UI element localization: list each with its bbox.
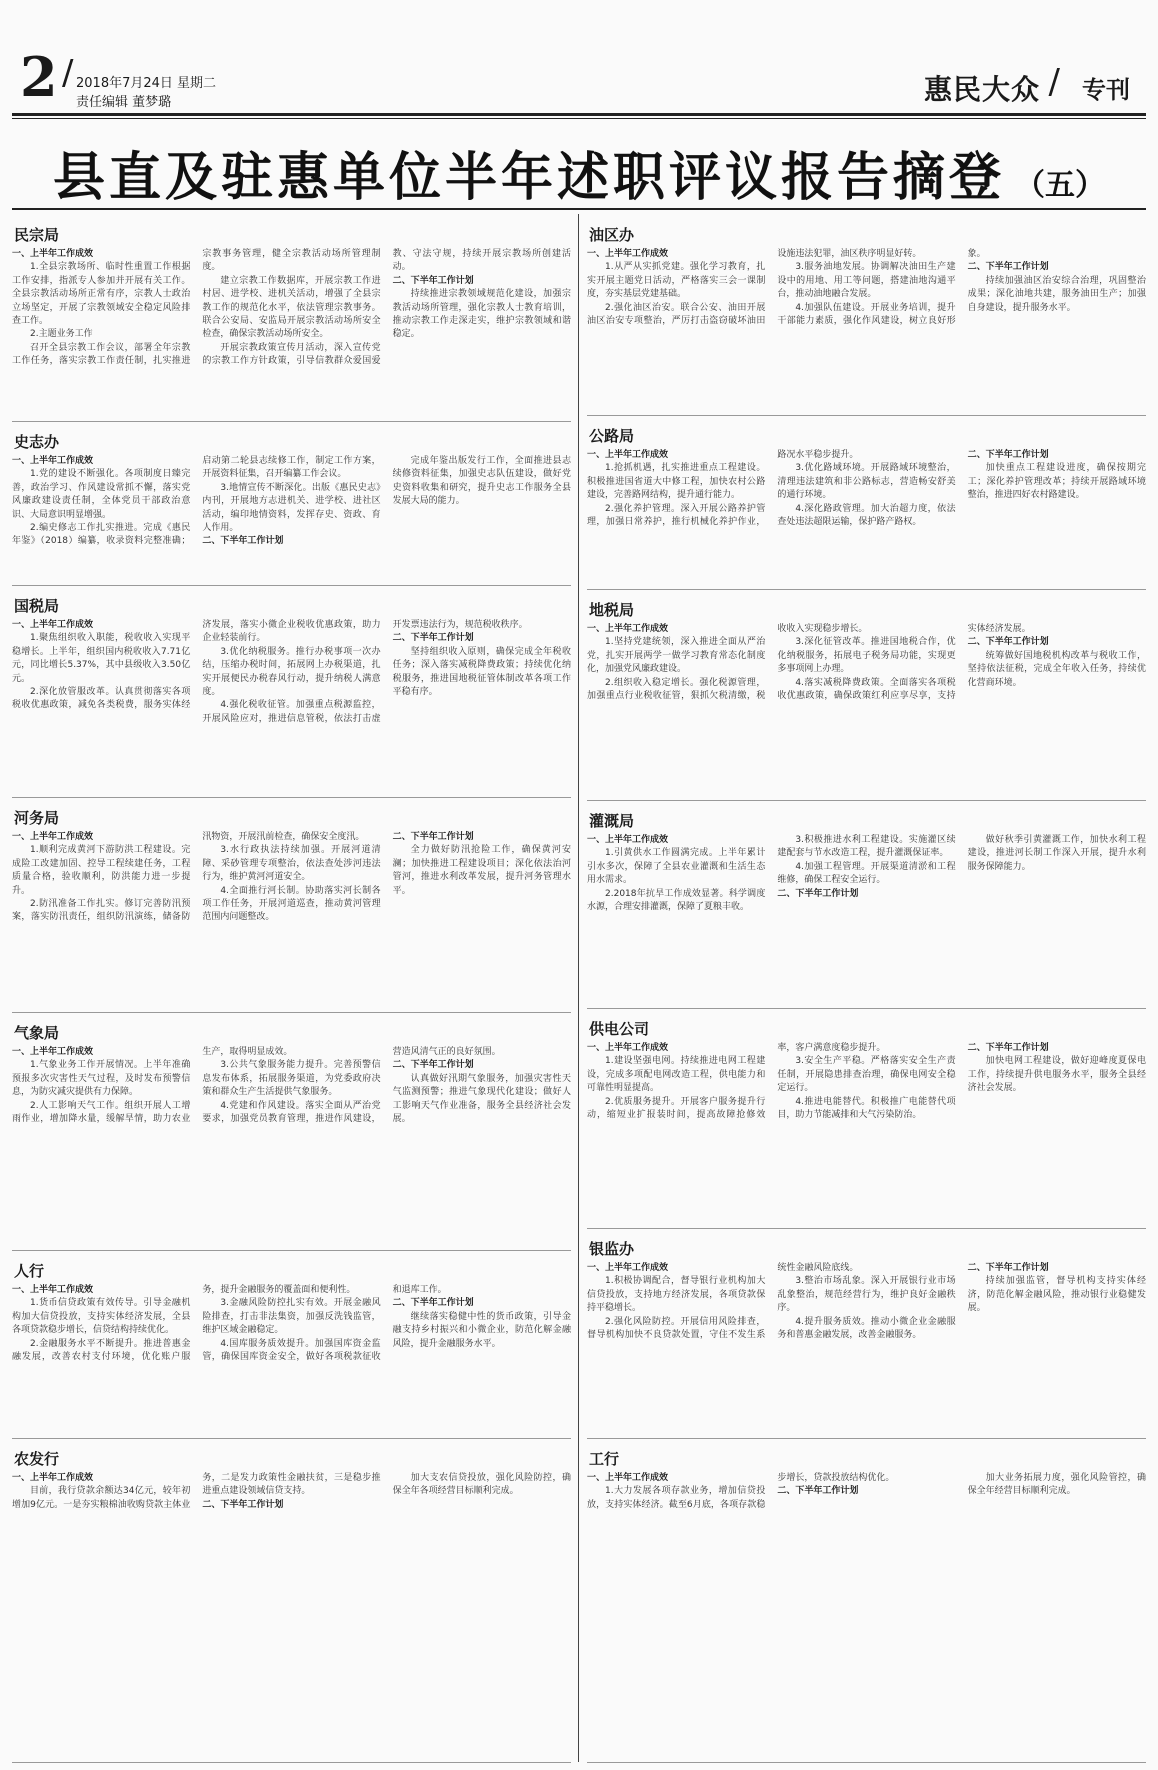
- right-half: [587, 214, 1146, 1762]
- paragraph: 3.整治市场乱象。深入开展银行业市场乱象整治，规范经营行为，维护良好金融秩序。: [777, 1276, 956, 1314]
- paragraph: 一、上半年工作成效: [12, 249, 94, 259]
- paragraph: 一、上半年工作成效: [12, 620, 94, 630]
- paragraph: 4.提升服务质效。推动小微企业金融服务和普惠金融发展，改善金融服务。: [777, 1316, 956, 1341]
- paragraph: 4.党建和作风建设。落实全面从严治党要求，加强党员教育管理，推进作风建设，营造风清气正的良好氛围。: [202, 1047, 501, 1125]
- section-body: [587, 449, 1146, 581]
- paragraph: 认真做好汛期气象服务，加强灾害性天气监测预警；推进气象现代化建设；做好人工影响天气作业准备，服务全县经济社会发展。: [392, 1073, 571, 1125]
- paragraph: 做好秋季引黄灌溉工作，加快水利工程建设，推进河长制工作深入开展，提升水利服务保障能力。: [967, 835, 1146, 872]
- section-title: 史志办: [14, 433, 60, 451]
- paragraph: 1.抢抓机遇，扎实推进重点工程建设。积极推进国省道大中修工程，加快农村公路建设，完善路网结构，提升通行能力。: [587, 463, 766, 501]
- paragraph: 一、上半年工作成效: [587, 835, 669, 845]
- paragraph: 3.服务油地发展。协调解决油田生产建设中的用地、用工等问题，搭建油地沟通平台，推动油地融合发展。: [777, 262, 956, 300]
- paragraph: 继续落实稳健中性的货币政策，引导金融支持乡村振兴和小微企业，防范化解金融风险，提升金融服务水平。: [392, 1311, 571, 1349]
- report-section: [12, 1438, 571, 1763]
- paragraph: 3.地情宣传不断深化。出版《惠民史志》内刊，开展地方志进机关、进学校、进社区活动，编印地情资料，发挥存史、资政、育人作用。: [202, 482, 381, 534]
- left-half: [12, 214, 571, 1762]
- editor-credit: 责任编辑 董梦璐: [76, 95, 172, 110]
- paragraph: 1.大力发展各项存款业务，增加信贷投放，支持实体经济。截至6月底，各项存款稳步增长，贷款投放结构优化。: [587, 1473, 895, 1510]
- section-title: 地税局: [589, 601, 635, 619]
- paragraph: 2.强化油区治安。联合公安、油田开展油区治安专项整治，严厉打击盗窃破坏油田设施违法犯罪，油区秩序明显好转。: [587, 249, 922, 327]
- section-body: [12, 1284, 571, 1430]
- paragraph: 1.积极协调配合，督导银行业机构加大信贷投放，支持地方经济发展，各项贷款保持平稳增长。: [587, 1276, 766, 1314]
- paragraph: 2.优质服务提升。开展客户服务提升行动，缩短业扩报装时间，提高故障抢修效率，客户满意度稳步提升。: [587, 1043, 886, 1121]
- paragraph: 开展宗教政策宣传月活动，深入宣传党的宗教工作方针政策，引导信教群众爱国爱教、守法守规，持续开展宗教场所创建活动。: [202, 249, 571, 367]
- report-section: [587, 589, 1146, 801]
- report-section: [587, 1008, 1146, 1229]
- article-area: [12, 214, 1146, 1762]
- paragraph: 1.建设坚强电网。持续推进电网工程建设，完成多项配电网改造工程，供电能力和可靠性明显提高。: [587, 1056, 766, 1094]
- headline-title: 县直及驻惠单位半年述职评议报告摘登: [52, 147, 1005, 208]
- paragraph: 一、上半年工作成效: [587, 624, 669, 634]
- issue-date: 2018年7月24日 星期二: [76, 76, 217, 91]
- report-section: [587, 214, 1146, 416]
- section-body: [12, 1472, 571, 1754]
- paragraph: 加大支农信贷投放，强化风险防控，确保全年各项经营目标顺利完成。: [392, 1473, 571, 1497]
- paragraph: 统筹做好国地税机构改革与税收工作，坚持依法征税，完成全年收入任务，持续优化营商环境。: [967, 650, 1146, 688]
- paragraph: 4.落实减税降费政策。全面落实各项税收优惠政策，确保政策红利应享尽享，支持实体经济发展。: [777, 624, 1031, 702]
- paragraph: 3.优化纳税服务。推行办税事项一次办结，压缩办税时间，拓展网上办税渠道，扎实开展便民办税春风行动，提升纳税人满意度。: [202, 646, 381, 698]
- paragraph: 3.优化路域环境。开展路域环境整治，清理违法建筑和非公路标志，营造畅安舒美的通行环境。: [777, 463, 956, 501]
- paragraph: 目前，我行贷款余额达34亿元，较年初增加9亿元。一是夯实粮棉油收购贷款主体业务，二是发力政策性金融扶贫，三是稳步推进重点建设领域信贷支持。: [12, 1473, 381, 1510]
- paragraph: 3.金融风险防控扎实有效。开展金融风险排查，打击非法集资，加强反洗钱监管，维护区域金融稳定。: [202, 1298, 381, 1336]
- paragraph: 1.坚持党建统领，深入推进全面从严治党，扎实开展两学一做学习教育常态化制度化，加强党风廉政建设。: [587, 637, 766, 675]
- paragraph: 一、上半年工作成效: [587, 450, 669, 460]
- section-title: 供电公司: [589, 1020, 650, 1038]
- section-body: [12, 248, 571, 413]
- paragraph: 完成年鉴出版发行工作，全面推进县志续修资料征集，加强史志队伍建设，做好党史资料收集和研究，提升史志工作服务全县发展大局的能力。: [392, 456, 571, 507]
- page-slash: /: [62, 53, 74, 93]
- paragraph: 2.编史修志工作扎实推进。完成《惠民年鉴》（2018）编纂，收录资料完整准确；启动第二轮县志续修工作，制定工作方案，开展资料征集，召开编纂工作会议。: [12, 456, 381, 547]
- paragraph: 二、下半年工作计划: [392, 832, 474, 842]
- paragraph: 2.人工影响天气工作。组织开展人工增雨作业，增加降水量，缓解旱情，助力农业生产，取得明显成效。: [12, 1047, 293, 1125]
- paragraph: 一、上半年工作成效: [12, 1285, 94, 1295]
- paragraph: 持续加强油区治安综合治理，巩固整治成果；深化油地共建，服务油田生产；加强自身建设，提升服务水平。: [967, 275, 1146, 313]
- paragraph: 4.推进电能替代。积极推广电能替代项目，助力节能减排和大气污染防治。: [777, 1096, 956, 1121]
- paragraph: 二、下半年工作计划: [967, 262, 1049, 273]
- paragraph: 4.加强工程管理。开展渠道清淤和工程维修，确保工程安全运行。: [777, 861, 956, 886]
- paragraph: 一、上半年工作成效: [12, 456, 94, 466]
- report-section: [587, 415, 1146, 590]
- paragraph: 二、下半年工作计划: [392, 633, 474, 644]
- paragraph: 2.深化放管服改革。认真贯彻落实各项税收优惠政策，减免各类税费，服务实体经济发展，落实小微企业税收优惠政策，助力企业轻装前行。: [12, 620, 381, 711]
- paragraph: 一、上半年工作成效: [12, 1047, 94, 1057]
- paragraph: 3.水行政执法持续加强。开展河道清障、采砂管理专项整治，依法查处涉河违法行为，维护黄河河道安全。: [202, 845, 381, 883]
- paragraph: 4.加强队伍建设。开展业务培训，提升干部能力素质，强化作风建设，树立良好形象。: [777, 249, 986, 327]
- paragraph: 1.从严从实抓党建。强化学习教育，扎实开展主题党日活动，严格落实三会一课制度，夯实基层党建基础。: [587, 262, 766, 300]
- paragraph: 2.金融服务水平不断提升。推进普惠金融发展，改善农村支付环境，优化账户服务，提升金融服务的覆盖面和便利性。: [12, 1285, 356, 1363]
- paragraph: 1.党的建设不断强化。各项制度日臻完善，政治学习、作风建设常抓不懈，落实党风廉政建设责任制，全体党员干部政治意识、大局意识明显增强。: [12, 469, 191, 520]
- paragraph: 2.主题业务工作: [30, 329, 93, 340]
- report-section: [587, 800, 1146, 1009]
- masthead-slash: /: [1048, 62, 1060, 102]
- report-section: [12, 421, 571, 586]
- paragraph: 2.组织收入稳定增长。强化税源管理，加强重点行业税收征管，狠抓欠税清缴，税收收入实现稳步增长。: [587, 624, 868, 702]
- paragraph: 持续推进宗教领域规范化建设，加强宗教活动场所管理，强化宗教人士教育培训，推动宗教工作走深走实，维护宗教领域和谐稳定。: [392, 289, 571, 340]
- section-title: 灌溉局: [589, 812, 635, 830]
- section-title: 民宗局: [14, 226, 60, 244]
- section-body: [587, 623, 1146, 792]
- paragraph: 一、上半年工作成效: [12, 832, 94, 842]
- section-body: [587, 834, 1146, 1000]
- headline-part: （五）: [1015, 168, 1105, 203]
- section-body: [587, 1042, 1146, 1220]
- section-title: 国税局: [14, 597, 60, 615]
- paragraph: 一、上半年工作成效: [12, 1473, 94, 1483]
- paragraph: 一、上半年工作成效: [587, 1473, 669, 1483]
- paragraph: 二、下半年工作计划: [967, 637, 1049, 648]
- paragraph: 一、上半年工作成效: [587, 249, 669, 259]
- paragraph: 4.深化路政管理。加大治超力度，依法查处违法超限运输，保护路产路权。: [777, 503, 956, 528]
- paragraph: 二、下半年工作计划: [777, 1486, 859, 1497]
- page-headline: [0, 135, 1158, 210]
- paragraph: 加快电网工程建设，做好迎峰度夏保电工作，持续提升供电服务水平，服务全县经济社会发展。: [967, 1056, 1146, 1094]
- section-body: [12, 455, 571, 577]
- paragraph: 一、上半年工作成效: [587, 1043, 669, 1053]
- section-title: 公路局: [589, 427, 635, 445]
- paragraph: 2.强化养护管理。深入开展公路养护管理，加强日常养护，推行机械化养护作业，路况水平稳步提升。: [587, 450, 859, 528]
- paragraph: 2.强化风险防控。开展信用风险排查，督导机构加快不良贷款处置，守住不发生系统性金融风险底线。: [587, 1263, 859, 1341]
- masthead: [0, 0, 1158, 118]
- section-body: [587, 248, 1146, 407]
- paragraph: 1.引黄供水工作圆满完成。上半年累计引水多次，保障了全县农业灌溉和生活生态用水需求。: [587, 848, 766, 886]
- paragraph: 4.强化税收征管。加强重点税源监控，开展风险应对，推进信息管税，依法打击虚开发票违法行为，规范税收秩序。: [202, 620, 528, 724]
- paragraph: 持续加强监管，督导机构支持实体经济，防范化解金融风险，推动银行业稳健发展。: [967, 1276, 1146, 1314]
- column-divider: [578, 214, 579, 1762]
- headline-rule: [12, 208, 1146, 210]
- section-body: [12, 1046, 571, 1242]
- paper-name: 惠民大众: [923, 73, 1040, 106]
- section-title: 农发行: [14, 1450, 60, 1468]
- section-body: [12, 831, 571, 1004]
- section-body: [587, 1262, 1146, 1430]
- paragraph: 二、下半年工作计划: [392, 1298, 474, 1309]
- paragraph: 4.国库服务质效提升。加强国库资金监管，确保国库资金安全，做好各项税款征收和退库工作。: [202, 1285, 447, 1363]
- paragraph: 1.气象业务工作开展情况。上半年准确预报多次灾害性天气过程，及时发布预警信息，为防灾减灾提供有力保障。: [12, 1060, 191, 1098]
- paragraph: 3.公共气象服务能力提升。完善预警信息发布体系，拓展服务渠道，为党委政府决策和群众生产生活提供气象服务。: [202, 1060, 381, 1098]
- paragraph: 二、下半年工作计划: [392, 1060, 474, 1071]
- section-title: 河务局: [14, 809, 60, 827]
- paragraph: 加大业务拓展力度，强化风险管控，确保全年经营目标顺利完成。: [967, 1473, 1146, 1497]
- paragraph: 3.安全生产平稳。严格落实安全生产责任制，开展隐患排查治理，确保电网安全稳定运行。: [777, 1056, 956, 1094]
- paragraph: 建立宗教工作数据库，开展宗教工作进村居、进学校、进机关活动，增强了全县宗教工作的规范化水平，依法管理宗教事务。联合公安局、安监局开展宗教活动场所安全检查，确保宗教活动场所安全。: [202, 275, 381, 340]
- report-section: [12, 585, 571, 798]
- paragraph: 加快重点工程建设进度，确保按期完工；深化养护管理改革；持续开展路域环境整治，推进四好农村路建设。: [967, 463, 1146, 501]
- section-body: [587, 1472, 1146, 1754]
- section-title: 油区办: [589, 226, 635, 244]
- paragraph: 全力做好防汛抢险工作，确保黄河安澜；加快推进工程建设项目；深化依法治河管河，推进水利改革发展，提升河务管理水平。: [392, 845, 571, 896]
- report-section: [12, 214, 571, 422]
- paragraph: 2.防汛准备工作扎实。修订完善防汛预案，落实防汛责任，组织防汛演练，储备防汛物资，开展汛前检查，确保安全度汛。: [12, 832, 365, 923]
- report-section: [587, 1438, 1146, 1763]
- section-title: 银监办: [589, 1240, 635, 1258]
- page-number: 2: [20, 45, 58, 109]
- section-title: 工行: [589, 1450, 620, 1468]
- paragraph: 二、下半年工作计划: [392, 275, 474, 286]
- paragraph: 二、下半年工作计划: [967, 1043, 1049, 1053]
- report-section: [12, 1012, 571, 1251]
- section-title: 人行: [14, 1262, 45, 1280]
- paragraph: 4.全面推行河长制。协助落实河长制各项工作任务，开展河道巡查，推动黄河管理范围内问题整改。: [202, 885, 381, 923]
- masthead-rule: [12, 113, 1146, 116]
- paragraph: 召开全县宗教工作会议，部署全年宗教工作任务，落实宗教工作责任制，扎实推进宗教事务管理，健全宗教活动场所管理制度。: [12, 249, 381, 367]
- paragraph: 1.货币信贷政策有效传导。引导金融机构加大信贷投放，支持实体经济发展，全县各项贷款稳步增长，信贷结构持续优化。: [12, 1298, 191, 1336]
- paragraph: 1.顺利完成黄河下游防洪工程建设。完成险工改建加固、控导工程续建任务，工程质量合格，验收顺利，防洪能力进一步提升。: [12, 845, 191, 896]
- paragraph: 二、下半年工作计划: [202, 536, 284, 547]
- report-section: [12, 1250, 571, 1439]
- paragraph: 1.聚焦组织收入职能，税收收入实现平稳增长。上半年，组织国内税收收入7.71亿元，同比增长5.37%，其中县级收入3.50亿元。: [12, 633, 191, 684]
- paragraph: 一、上半年工作成效: [587, 1263, 669, 1273]
- masthead-rule-thin: [12, 118, 1146, 119]
- paragraph: 二、下半年工作计划: [202, 1499, 284, 1510]
- paragraph: 2.2018年抗旱工作成效显著。科学调度水源，合理安排灌溉，保障了夏粮丰收。: [587, 888, 766, 913]
- paragraph: 二、下半年工作计划: [777, 888, 859, 899]
- report-section: [587, 1228, 1146, 1439]
- paragraph: 3.积极推进水利工程建设。实施灌区续建配套与节水改造工程，提升灌溉保证率。: [777, 835, 956, 859]
- paragraph: 3.深化征管改革。推进国地税合作，优化纳税服务，拓展电子税务局功能，实现更多事项网上办理。: [777, 637, 956, 675]
- report-section: [12, 797, 571, 1013]
- paragraph: 坚持组织收入原则，确保完成全年税收任务；深入落实减税降费政策；持续优化纳税服务，推进国地税征管体制改革各项工作平稳有序。: [392, 646, 571, 698]
- section-tag: 专刊: [1082, 75, 1130, 104]
- section-title: 气象局: [14, 1024, 60, 1042]
- paragraph: 1.全县宗教场所、临时性重置工作根据工作安排，指派专人参加并开展有关工作。全县宗教活动场所正常有序，宗教人士政治立场坚定，开展了宗教领域安全稳定风险排查工作。: [12, 262, 191, 327]
- paragraph: 二、下半年工作计划: [967, 1263, 1049, 1273]
- paragraph: 二、下半年工作计划: [967, 450, 1049, 460]
- section-body: [12, 619, 571, 789]
